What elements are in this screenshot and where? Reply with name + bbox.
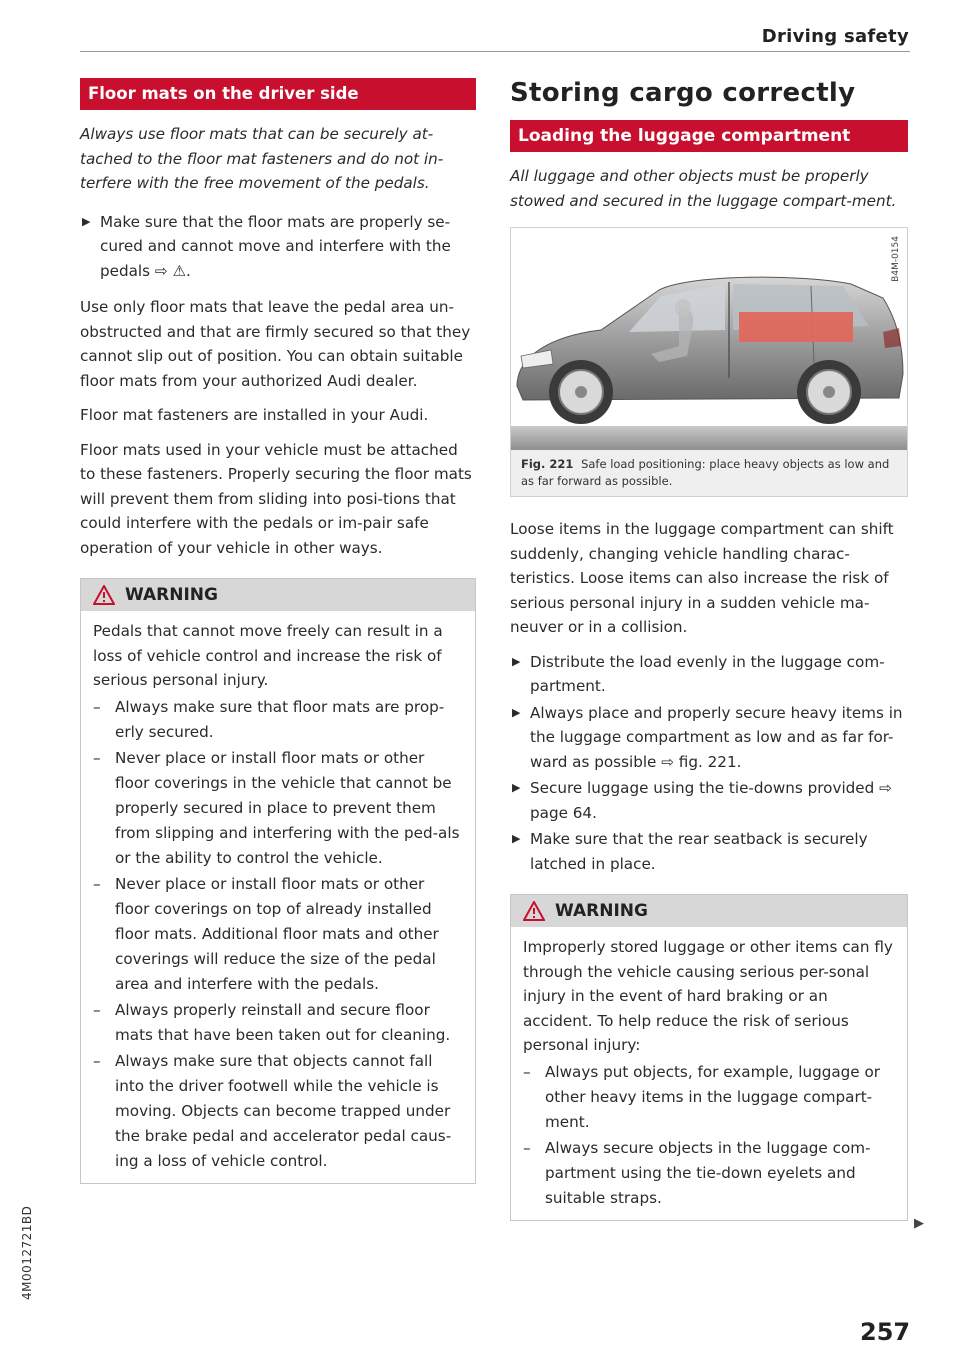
warning-box (510, 894, 908, 1221)
step-arrow-icon: ▶ (82, 214, 91, 228)
step-arrow-icon: ▶ (512, 781, 521, 794)
step-text: Make sure that the floor mats are properly se-cured and cannot move and interfere with the pedals ⇨ ⚠. (100, 212, 451, 280)
warning-item: – Always make sure that floor mats are prop-erly secured. (93, 697, 445, 741)
step-arrow-icon: ▶ (512, 654, 521, 668)
warning-intro: Improperly stored luggage or other items can fly through the vehicle causing serious per-sonal injury in the event of hard braking or an accident. To help reduce the risk of serious personal injury: (523, 938, 893, 1054)
left-column (80, 78, 476, 1184)
warning-item: – Always properly reinstall and secure floor mats that have been taken out for cleaning. (93, 1000, 451, 1044)
floor-mats-step (80, 210, 476, 284)
step-arrow-icon: ▶ (512, 832, 521, 845)
warning-item: – Never place or install floor mats or other floor coverings in the vehicle that cannot be properly secured in place to prevent them from slipping and interfering with the ped-als or the ability to control the vehicle. (93, 748, 460, 867)
figure-caption (511, 450, 907, 496)
section-title-floor-mats: Floor mats on the driver side (80, 78, 476, 110)
paragraph: Loose items in the luggage compartment can shift suddenly, changing vehicle handling charac-teristics. Loose items can also increase the risk of serious personal injury in a sudden vehicle ma-neuver or in a collision. (510, 520, 894, 636)
paragraph: Use only floor mats that leave the pedal area un-obstructed and that are firmly secured so that they cannot slip out of position. You can obtain suitable floor mats from your authorized Audi dealer. (80, 298, 471, 390)
section-title-luggage: Loading the luggage compartment (510, 120, 908, 152)
warning-triangle-icon (93, 585, 115, 605)
figure-221 (510, 227, 908, 497)
figure-caption-text: Safe load positioning: place heavy objects as low and as far forward as possible. (521, 457, 890, 488)
warning-header (81, 579, 475, 611)
luggage-step: ▶ Always place and properly secure heavy items in the luggage compartment as low and as far for-ward as possible ⇨ fig. 221. (510, 701, 908, 775)
header-rule (80, 51, 910, 52)
continue-arrow-icon: ▶ (914, 1216, 924, 1231)
document-code: 4M0012721BD (20, 1205, 34, 1300)
right-column (510, 78, 908, 1221)
luggage-step: ▶ Secure luggage using the tie-downs provided ⇨ page 64. (510, 776, 908, 825)
step-arrow-icon: ▶ (512, 705, 521, 719)
warning-title: WARNING (125, 585, 218, 605)
warning-intro: Pedals that cannot move freely can result in a loss of vehicle control and increase the risk of serious personal injury. (93, 622, 443, 689)
warning-title: WARNING (555, 901, 648, 921)
warning-header (511, 895, 907, 927)
luggage-step: ▶ Distribute the load evenly in the luggage com-partment. (510, 650, 908, 699)
figure-code: B4M-0154 (891, 236, 901, 282)
paragraph: Floor mats used in your vehicle must be attached to these fasteners. Properly securing the floor mats will prevent them from sliding into posi-tions that could interfere with the pedals or im-pair safe operation of your vehicle in other ways. (80, 440, 472, 557)
warning-triangle-icon (523, 901, 545, 921)
page-title: Storing cargo correctly (510, 78, 856, 108)
floor-mats-intro: Always use floor mats that can be securely at-tached to the floor mat fasteners and do not in-terfere with the free movement of the pedals. (80, 125, 444, 192)
luggage-step: ▶ Make sure that the rear seatback is securely latched in place. (510, 827, 908, 876)
warning-item: – Always secure objects in the luggage com-partment using the tie-down eyelets and suitable straps. (523, 1138, 871, 1207)
warning-item: – Never place or install floor mats or other floor coverings on top of already installed floor mats. Additional floor mats and other coverings will reduce the size of the pedal area and interfere with the pedals. (93, 874, 439, 993)
paragraph: Floor mat fasteners are installed in your Audi. (80, 406, 429, 424)
warning-box (80, 578, 476, 1184)
car-illustration (511, 228, 907, 450)
running-title: Driving safety (761, 26, 909, 47)
page-number: 257 (860, 1318, 911, 1346)
cargo-load-zone (739, 312, 853, 342)
luggage-intro: All luggage and other objects must be properly stowed and secured in the luggage compart-ment. (510, 167, 897, 210)
figure-label: Fig. 221 (521, 457, 574, 471)
warning-item: – Always put objects, for example, luggage or other heavy items in the luggage compart-ment. (523, 1062, 880, 1131)
car-cargo-illustration (511, 228, 907, 450)
warning-item: – Always make sure that objects cannot fall into the driver footwell while the vehicle is moving. Objects can become trapped under the brake pedal and accelerator pedal caus-ing a loss of vehicle control. (93, 1051, 452, 1170)
